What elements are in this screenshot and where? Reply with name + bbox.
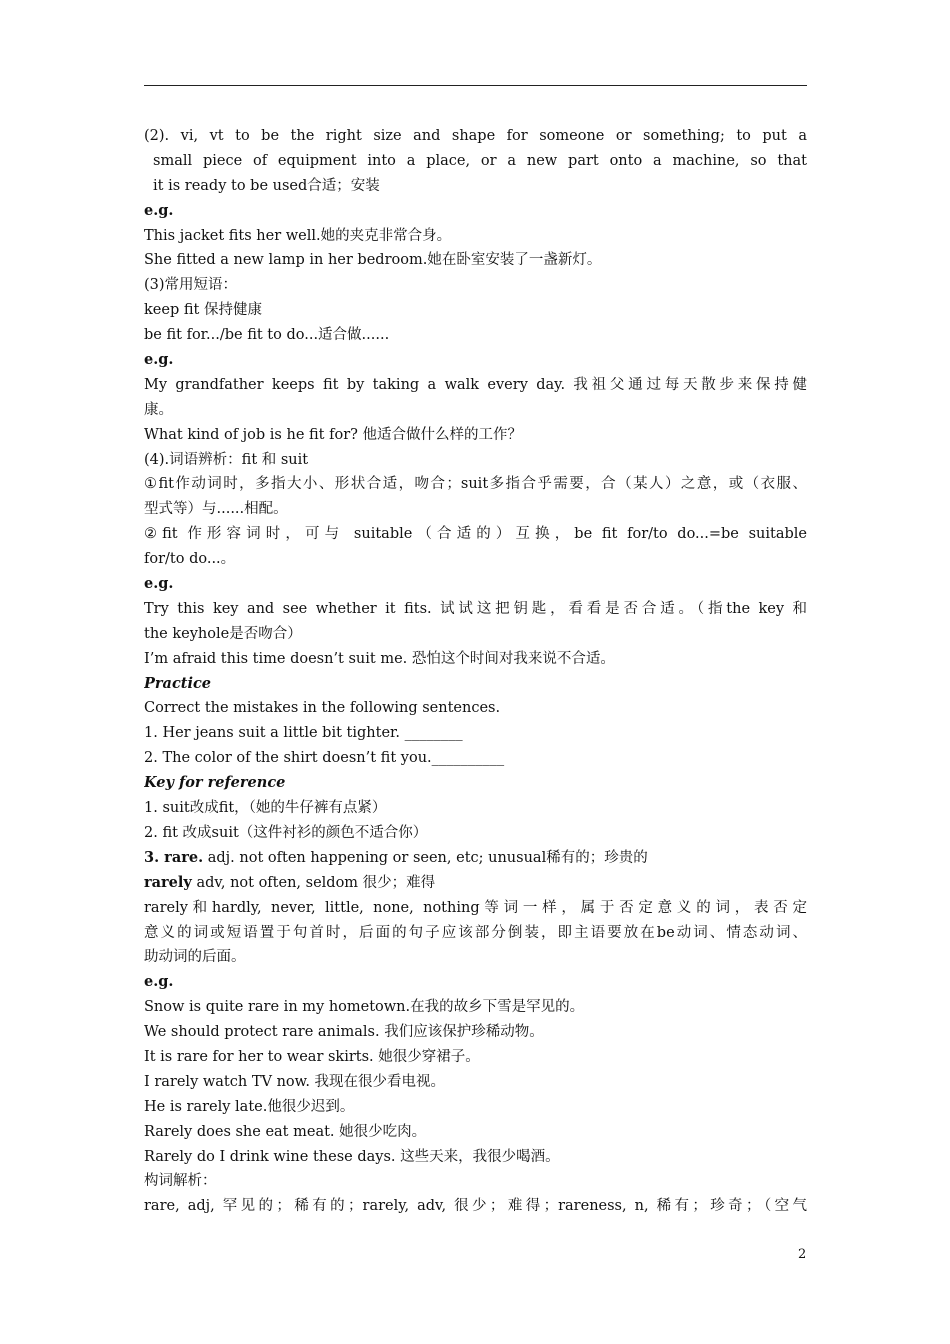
text-line: 型式等）与......相配。 bbox=[144, 501, 288, 518]
section-heading: (3)常用短语： bbox=[144, 277, 238, 294]
text-line: Rarely do I drink wine these days. 这些天来，我很少喝酒。 bbox=[144, 1148, 560, 1165]
eg-label: e.g. bbox=[144, 973, 174, 991]
text-line: Correct the mistakes in the following sentences. bbox=[144, 700, 501, 717]
text-line: 康。 bbox=[144, 401, 173, 418]
text-line: He is rarely late.他很少迟到。 bbox=[144, 1098, 355, 1115]
text-line: Rarely does she eat meat. 她很少吃肉。 bbox=[144, 1123, 427, 1140]
text-line: keep fit 保持健康 bbox=[144, 302, 262, 319]
eg-label: e.g. bbox=[144, 201, 174, 219]
section-heading: 构词解析： bbox=[144, 1173, 217, 1190]
text-line: She fitted a new lamp in her bedroom.她在卧室安装了一盏新灯。 bbox=[144, 252, 602, 269]
text-line: We should protect rare animals. 我们应该保护珍稀动物。 bbox=[144, 1024, 544, 1041]
text-line: 助动词的后面。 bbox=[144, 949, 246, 966]
text-line: I rarely watch TV now. 我现在很少看电视。 bbox=[144, 1073, 446, 1090]
page-number: 2 bbox=[798, 1247, 807, 1262]
text-line: What kind of job is he fit for? 他适合做什么样的工作？ bbox=[144, 426, 523, 443]
text-line: be fit for.../be fit to do...适合做...... bbox=[144, 327, 390, 344]
section-heading: (4).词语辨析：fit 和 suit bbox=[144, 451, 309, 468]
word-entry-rare bbox=[144, 846, 807, 871]
text-line: it is ready to be used合适；安装 bbox=[153, 177, 380, 194]
exercise-item: 1. Her jeans suit a little bit tighter. ________ bbox=[144, 725, 463, 742]
answer-item: 2. fit 改成suit（这件衬衫的颜色不适合你） bbox=[144, 824, 428, 841]
eg-label: e.g. bbox=[144, 575, 174, 593]
key-heading: Key for reference bbox=[144, 774, 286, 792]
answer-item: 1. suit改成fit，（她的牛仔裤有点紧） bbox=[144, 800, 387, 817]
exercise-item: 2. The color of the shirt doesn’t fit you.__________ bbox=[144, 750, 505, 767]
text-line: rarely和hardly, never, little, none, nothing等词一样，属于否定意义的词，表否定 bbox=[144, 899, 807, 916]
text-line: This jacket fits her well.她的夹克非常合身。 bbox=[144, 227, 452, 244]
text-line: It is rare for her to wear skirts. 她很少穿裙子。 bbox=[144, 1048, 480, 1065]
text-line: 意义的词或短语置于句首时，后面的句子应该部分倒装，即主语要放在be动词、情态动词、 bbox=[144, 924, 807, 941]
page-body bbox=[144, 124, 807, 1219]
text-line: I’m afraid this time doesn’t suit me. 恐怕这个时间对我来说不合适。 bbox=[144, 650, 615, 667]
text-line: My grandfather keeps fit by taking a walk every day. 我祖父通过每天散步来保持健 bbox=[144, 376, 807, 393]
header-rule bbox=[144, 85, 807, 86]
entry-definition: adv, not often, seldom 很少；难得 bbox=[191, 874, 436, 891]
text-line: Snow is quite rare in my hometown.在我的故乡下雪是罕见的。 bbox=[144, 999, 585, 1016]
text-line: for/to do...。 bbox=[144, 551, 236, 568]
word-entry-rarely bbox=[144, 871, 807, 896]
entry-headword: 3. rare. bbox=[144, 848, 204, 866]
text-line: ②fit 作形容词时，可与 suitable（合适的）互换，be fit for/to do...=be suitable bbox=[144, 526, 807, 543]
text-line: small piece of equipment into a place, or a new part onto a machine, so that bbox=[153, 152, 807, 169]
entry-headword: rarely bbox=[144, 873, 192, 891]
eg-label: e.g. bbox=[144, 351, 174, 369]
practice-heading: Practice bbox=[144, 674, 212, 692]
text-line: the keyhole是否吻合） bbox=[144, 625, 302, 642]
text-line: rare, adj, 罕见的；稀有的；rarely, adv, 很少；难得；rareness, n, 稀有；珍奇；（空气 bbox=[144, 1198, 807, 1215]
text-line: Try this key and see whether it fits. 试试这把钥匙，看看是否合适。（指the key 和 bbox=[144, 600, 807, 617]
text-line: ①fit作动词时，多指大小、形状合适，吻合；suit多指合乎需要，合（某人）之意，或（衣服、 bbox=[144, 476, 807, 493]
entry-definition: adj. not often happening or seen, etc; unusual稀有的；珍贵的 bbox=[203, 849, 648, 866]
text-line: (2). vi, vt to be the right size and shape for someone or something; to put a bbox=[144, 128, 807, 144]
